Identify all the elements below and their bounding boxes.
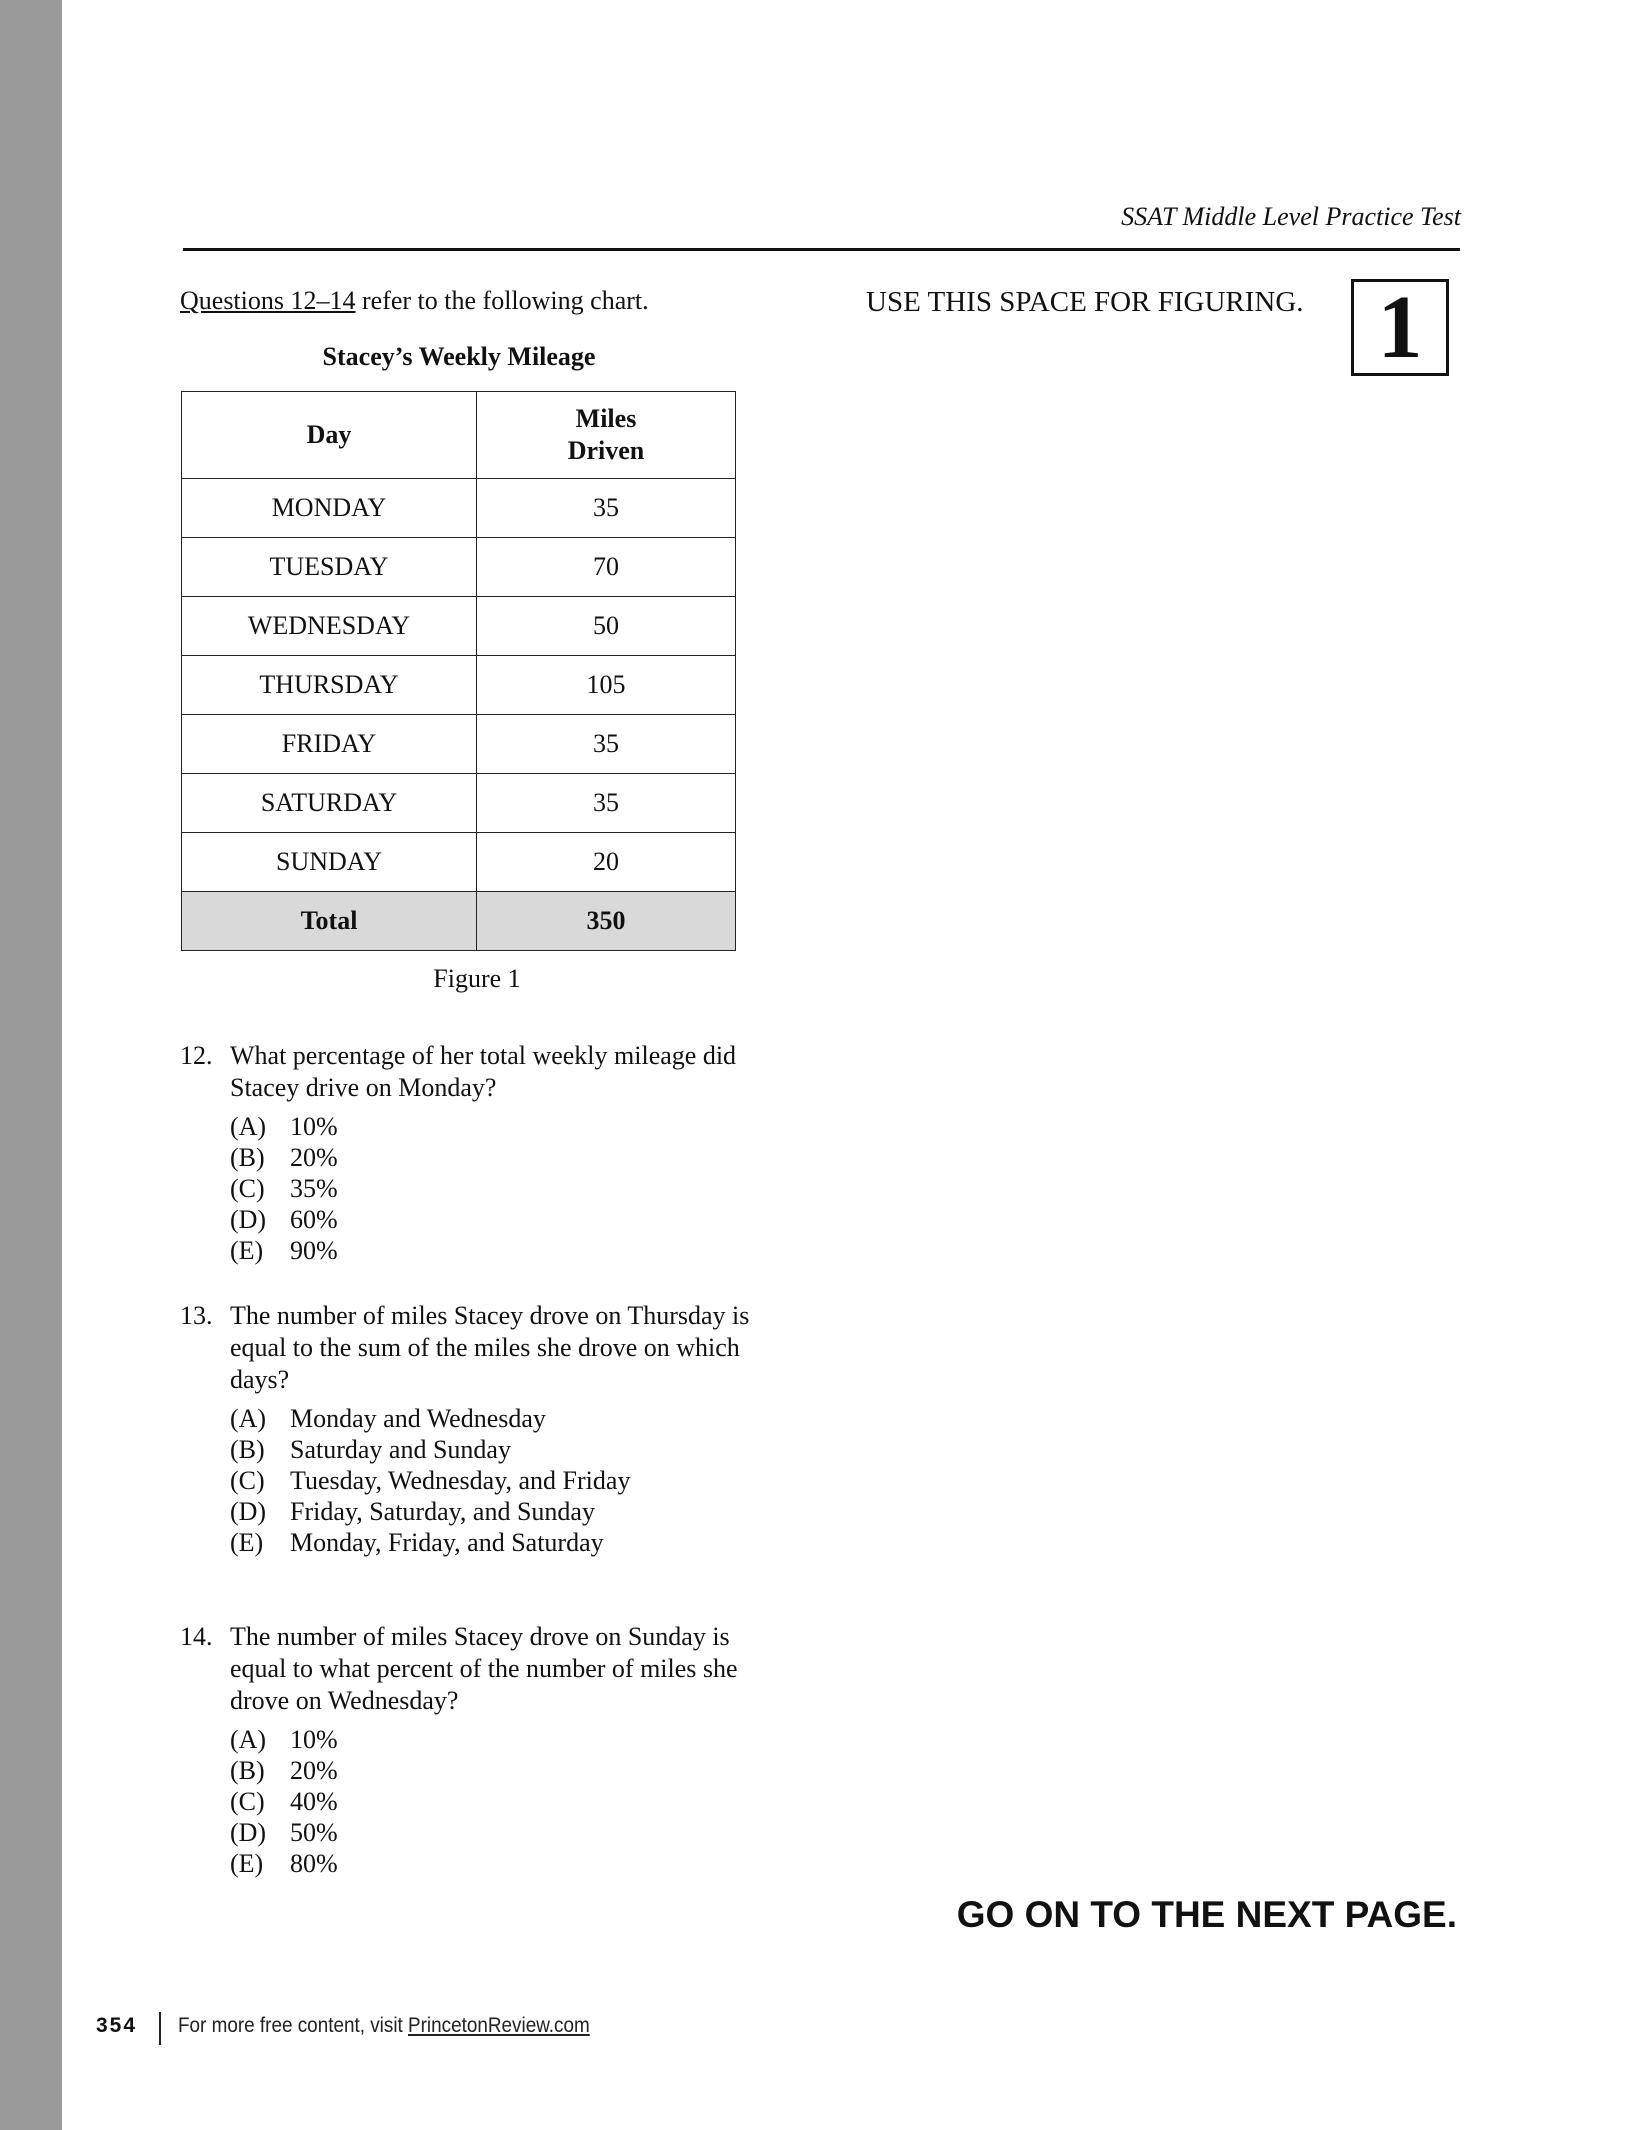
figuring-space-note: USE THIS SPACE FOR FIGURING. — [866, 286, 1304, 318]
table-row — [182, 479, 736, 538]
table-row — [182, 715, 736, 774]
table-row — [182, 597, 736, 656]
option-text: 50% — [290, 1818, 338, 1847]
answer-option — [230, 1142, 780, 1173]
option-letter: (C) — [230, 1466, 265, 1495]
row-miles: 50 — [477, 597, 736, 656]
option-letter: (A) — [230, 1404, 267, 1433]
header-rule — [183, 248, 1460, 251]
question-12 — [180, 1040, 780, 1266]
question-stem: The number of miles Stacey drove on Sunday is equal to what percent of the number of miles she drove on Wednesday? — [230, 1622, 738, 1715]
section-number-box: 1 — [1351, 279, 1449, 376]
option-letter: (E) — [230, 1528, 264, 1557]
table-row — [182, 774, 736, 833]
answer-option — [230, 1235, 780, 1266]
answer-option — [230, 1465, 780, 1496]
questions-intro — [180, 286, 649, 316]
option-text: 60% — [290, 1205, 338, 1234]
row-day: THURSDAY — [182, 656, 477, 715]
row-miles: 70 — [477, 538, 736, 597]
running-title: SSAT Middle Level Practice Test — [1121, 202, 1461, 231]
footer-text — [178, 2014, 590, 2038]
answer-options — [230, 1111, 780, 1266]
row-day: WEDNESDAY — [182, 597, 477, 656]
table-total-row — [182, 892, 736, 951]
total-label: Total — [182, 892, 477, 951]
row-day: FRIDAY — [182, 715, 477, 774]
option-text: Friday, Saturday, and Sunday — [290, 1497, 595, 1526]
option-text: 10% — [290, 1725, 338, 1754]
table-row — [182, 833, 736, 892]
table-title: Stacey’s Weekly Mileage — [322, 342, 596, 371]
option-letter: (B) — [230, 1435, 265, 1464]
table-row — [182, 538, 736, 597]
question-13 — [180, 1300, 780, 1558]
col-header-day: Day — [182, 392, 477, 479]
row-day: TUESDAY — [182, 538, 477, 597]
row-miles: 35 — [477, 479, 736, 538]
row-day: SATURDAY — [182, 774, 477, 833]
option-letter: (D) — [230, 1205, 267, 1234]
answer-option — [230, 1204, 780, 1235]
question-number: 12. — [180, 1041, 213, 1070]
total-value: 350 — [477, 892, 736, 951]
option-text: Monday, Friday, and Saturday — [290, 1528, 604, 1557]
question-14 — [180, 1621, 780, 1879]
question-number: 14. — [180, 1622, 213, 1651]
option-text: 35% — [290, 1174, 338, 1203]
option-letter: (A) — [230, 1725, 267, 1754]
answer-option — [230, 1527, 780, 1558]
option-letter: (C) — [230, 1174, 265, 1203]
col-header-miles — [477, 392, 736, 479]
option-text: 10% — [290, 1112, 338, 1141]
option-letter: (B) — [230, 1143, 265, 1172]
go-on-next-page: GO ON TO THE NEXT PAGE. — [956, 1894, 1457, 1935]
row-miles: 20 — [477, 833, 736, 892]
option-letter: (D) — [230, 1818, 267, 1847]
answer-options — [230, 1724, 780, 1879]
option-letter: (E) — [230, 1849, 264, 1878]
row-miles: 35 — [477, 715, 736, 774]
option-text: Saturday and Sunday — [290, 1435, 511, 1464]
option-letter: (D) — [230, 1497, 267, 1526]
question-stem: What percentage of her total weekly mileage did Stacey drive on Monday? — [230, 1041, 737, 1102]
question-number: 13. — [180, 1301, 213, 1330]
option-text: 20% — [290, 1143, 338, 1172]
table-row — [182, 656, 736, 715]
answer-option — [230, 1173, 780, 1204]
option-letter: (A) — [230, 1112, 267, 1141]
figure-caption: Figure 1 — [433, 964, 521, 993]
page-edge-gutter — [0, 0, 62, 2130]
row-day: MONDAY — [182, 479, 477, 538]
answer-option — [230, 1111, 780, 1142]
option-letter: (B) — [230, 1756, 265, 1785]
option-text: Monday and Wednesday — [290, 1404, 546, 1433]
mileage-table — [181, 391, 736, 951]
questions-range: Questions 12–14 — [180, 286, 356, 315]
option-letter: (C) — [230, 1787, 265, 1816]
answer-option — [230, 1403, 780, 1434]
option-text: Tuesday, Wednesday, and Friday — [290, 1466, 631, 1495]
row-miles: 105 — [477, 656, 736, 715]
row-day: SUNDAY — [182, 833, 477, 892]
table-header-row — [182, 392, 736, 479]
answer-option — [230, 1817, 780, 1848]
option-text: 90% — [290, 1236, 338, 1265]
col-header-miles-line2: Driven — [567, 436, 645, 465]
questions-intro-rest: refer to the following chart. — [355, 286, 649, 315]
row-miles: 35 — [477, 774, 736, 833]
answer-options — [230, 1403, 780, 1558]
option-text: 20% — [290, 1756, 338, 1785]
footer-link[interactable]: PrincetonReview.com — [408, 2014, 590, 2037]
option-text: 40% — [290, 1787, 338, 1816]
answer-option — [230, 1434, 780, 1465]
answer-option — [230, 1496, 780, 1527]
answer-option — [230, 1724, 780, 1755]
answer-option — [230, 1755, 780, 1786]
option-letter: (E) — [230, 1236, 264, 1265]
footer-divider — [159, 2012, 161, 2045]
page-number: 354 — [96, 2014, 138, 2037]
answer-option — [230, 1848, 780, 1879]
footer-text-prefix: For more free content, visit — [178, 2014, 409, 2037]
option-text: 80% — [290, 1849, 338, 1878]
answer-option — [230, 1786, 780, 1817]
question-stem: The number of miles Stacey drove on Thursday is equal to the sum of the miles she drove on which days? — [230, 1301, 750, 1394]
col-header-miles-line1: Miles — [575, 404, 637, 433]
